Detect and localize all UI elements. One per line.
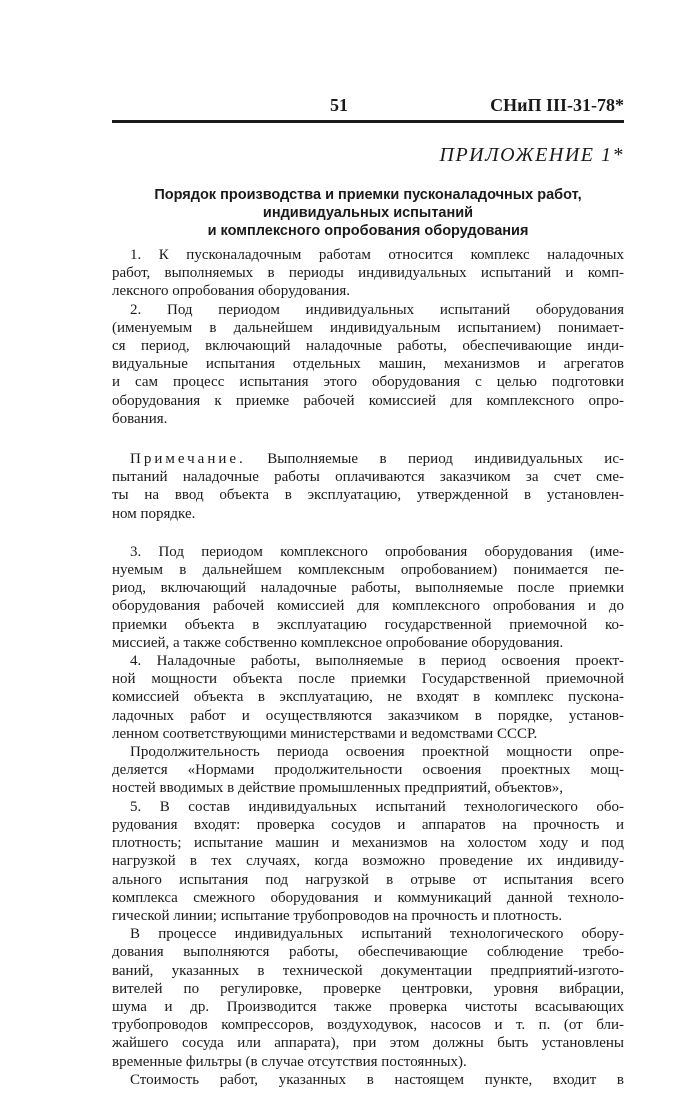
text-line: 5. В состав индивидуальных испытаний технологического обо-: [130, 798, 624, 815]
title-line: Порядок производства и приемки пусконаладочных работ,: [154, 187, 582, 203]
note-text: Выполняемые в период индивидуальных ис-: [245, 451, 624, 468]
page-number: 51: [330, 95, 348, 115]
paragraph-4: [112, 652, 624, 743]
text-line: приемки объекта в эксплуатацию государственной приемочной ко-: [112, 616, 624, 633]
text-line: ального испытания под нагрузкой в отрыве от испытания всего: [112, 871, 624, 888]
paragraph-cost: [112, 1071, 624, 1089]
paragraph-4-continued: [112, 743, 624, 798]
title-line: и комплексного опробования оборудования: [207, 223, 529, 239]
text-line: лексного опробования оборудования.: [112, 283, 351, 300]
section-title: [112, 186, 624, 240]
text-line: вителей по регулировке, проверке центровки, уровня вибрации,: [112, 980, 624, 997]
text-line: дования выполняются работы, обеспечивающие соблюдение требо-: [112, 944, 624, 961]
text-line: Стоимость работ, указанных в настоящем пункте, входит в: [130, 1071, 624, 1088]
appendix-label: ПРИЛОЖЕНИЕ 1*: [439, 144, 624, 166]
text-line: ной мощности объекта после приемки Государственной приемочной: [112, 671, 624, 688]
paragraph-2: [112, 301, 624, 428]
text-line: риод, включающий наладочные работы, выполняемые после приемки: [112, 580, 624, 597]
paragraph-3: [112, 543, 624, 652]
text-line: бования.: [112, 410, 168, 427]
title-line: индивидуальных испытаний: [262, 205, 474, 221]
text-line: временные фильтры (в случае отсутствия постоянных).: [112, 1053, 467, 1070]
text-line: оборудования к приемке рабочей комиссией для комплексного опро-: [112, 392, 624, 409]
text-line: комиссией объекта в эксплуатацию, не входят в комплекс пускона-: [112, 689, 624, 706]
note-label: Примечание.: [130, 451, 246, 468]
text-line: 2. Под периодом индивидуальных испытаний оборудования: [130, 301, 624, 318]
paragraph-5: [112, 798, 624, 925]
document-body: [112, 246, 624, 1089]
text-line: нуемым в дальнейшем комплексным опробованием) понимается пе-: [112, 562, 624, 579]
text-line: 1. К пусконаладочным работам относится комплекс наладочных: [130, 247, 624, 263]
text-line: 4. Наладочные работы, выполняемые в период освоения проект-: [130, 653, 624, 670]
note-paragraph: [112, 450, 624, 523]
text-line: комплекса смежного оборудования и коммуникаций данной техноло-: [112, 889, 624, 906]
text-line: ностей вводимых в действие промышленных предприятий, объектов»,: [112, 780, 564, 797]
text-line: гической линии; испытание трубопроводов на прочность и плотность.: [112, 907, 563, 924]
text-line: Продолжительность периода освоения проектной мощности опре-: [130, 744, 624, 761]
text-line: трубопроводов компрессоров, воздуходувок, насосов и т. п. (от бли-: [112, 1017, 624, 1034]
document-code: СНиП III-31-78*: [490, 95, 624, 115]
page-header: [112, 94, 624, 120]
text-line: (именуемым в дальнейшем индивидуальным испытанием) понимает-: [112, 319, 624, 336]
text-line: ся период, включающий наладочные работы, обеспечивающие инди-: [112, 338, 624, 355]
text-line: работ, выполняемых в периоды индивидуальных испытаний и комп-: [112, 265, 624, 282]
text-line: плотность; испытание машин и механизмов на холостом ходу и под: [112, 835, 624, 852]
paragraph-5-continued: [112, 925, 624, 1071]
text-line: нагрузкой в тех случаях, когда возможно проведение их индивиду-: [112, 853, 624, 870]
text-line: рудования входят: проверка сосудов и аппаратов на прочность и: [112, 816, 624, 833]
text-line: ном порядке.: [112, 505, 196, 522]
text-line: ленном соответствующими министерствами и ведомствами СССР.: [112, 725, 538, 742]
text-line: ладочных работ и осуществляются заказчиком в порядке, установ-: [112, 707, 624, 724]
text-line: В процессе индивидуальных испытаний технологического обору-: [130, 926, 624, 943]
text-line: [112, 450, 624, 468]
text-line: ваний, указанных в технической документации предприятий-изгото-: [112, 962, 624, 979]
text-line: деляется «Нормами продолжительности освоения проектных мощ-: [112, 762, 624, 779]
spacer: [112, 428, 624, 450]
header-rule: [112, 120, 624, 123]
text-line: жайшего сосуда или аппарата), при этом должны быть установлены: [112, 1035, 624, 1052]
text-line: видуальные испытания отдельных машин, механизмов и агрегатов: [112, 356, 624, 373]
text-line: ты на ввод объекта в эксплуатацию, утвержденной в установлен-: [112, 487, 624, 504]
text-line: миссией, а также собственно комплексное опробование оборудования.: [112, 634, 564, 651]
text-line: шума и др. Производится также проверка чистоты всасывающих: [112, 998, 624, 1015]
text-line: оборудования рабочей комиссией для комплексного опробования и до: [112, 598, 624, 615]
text-line: и сам процесс испытания этого оборудования с целью подготовки: [112, 374, 624, 391]
spacer: [112, 523, 624, 543]
paragraph-1: [112, 246, 624, 301]
text-line: пытаний наладочные работы оплачиваются заказчиком за счет сме-: [112, 469, 624, 486]
text-line: 3. Под периодом комплексного опробования оборудования (име-: [130, 543, 624, 560]
